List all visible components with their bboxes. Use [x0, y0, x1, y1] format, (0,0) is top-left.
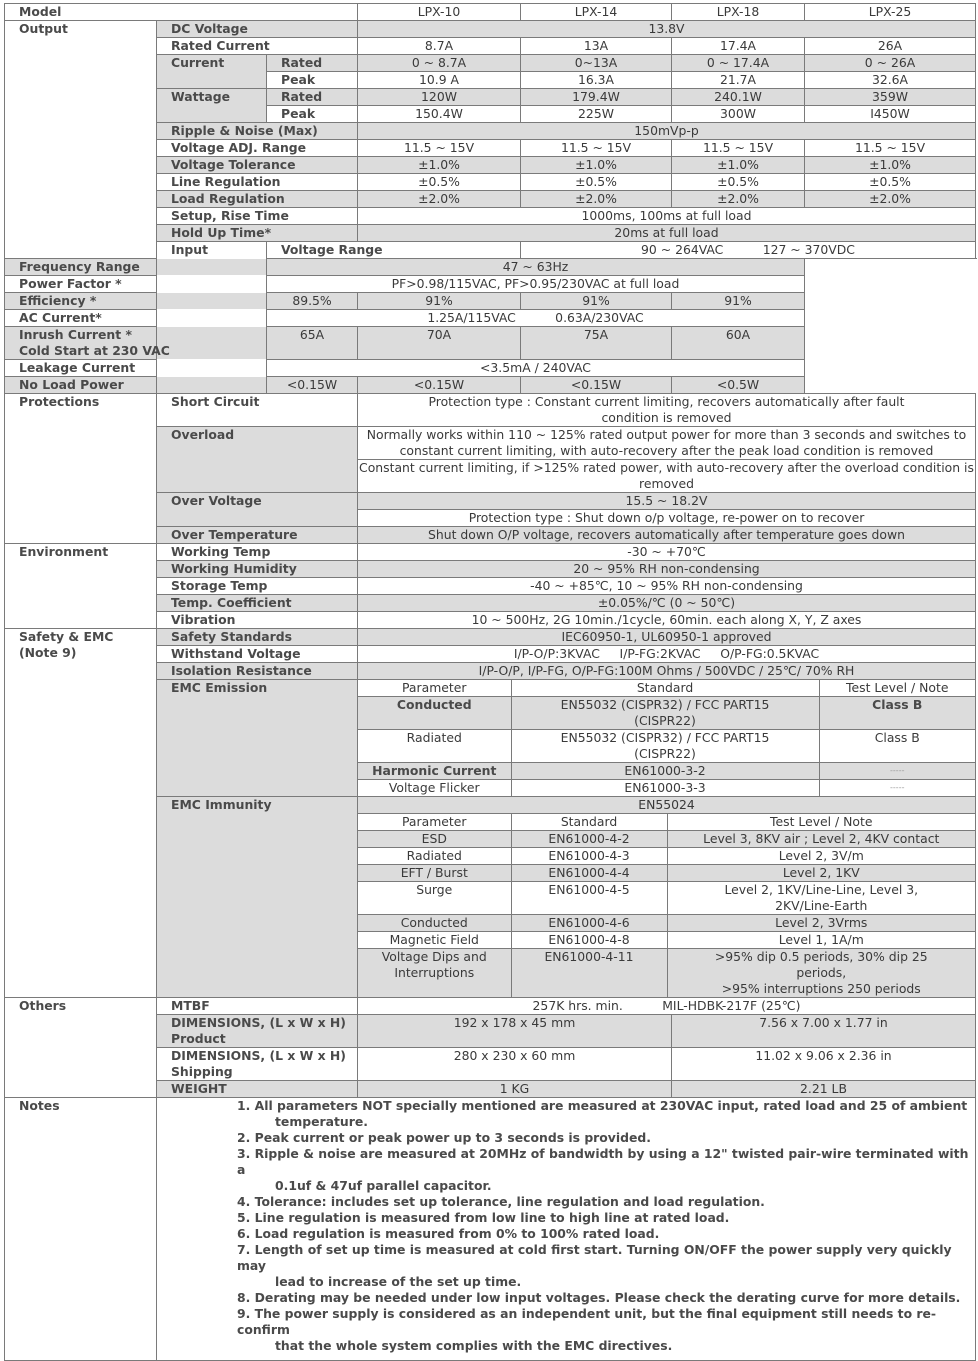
param-label: Ripple & Noise (Max): [157, 123, 358, 140]
short-circuit-row: [5, 394, 976, 427]
model-lpx-10: LPX-10: [358, 4, 521, 21]
immunity-parameter: Conducted: [358, 915, 511, 932]
model-lpx-14: LPX-14: [521, 4, 672, 21]
value-cell: ±1.0%: [521, 157, 672, 174]
immunity-row: [358, 949, 975, 998]
note-item: [237, 1194, 975, 1210]
emission-note: -----: [819, 763, 975, 780]
column-header: Parameter: [358, 814, 511, 831]
value-cell: 300W: [672, 106, 805, 123]
value-cell: 150.4W: [358, 106, 521, 123]
param-label: [157, 1015, 358, 1048]
param-label: Current: [157, 55, 267, 89]
immunity-standard-cell: EN61000-4-5: [511, 882, 667, 915]
param-label: Safety Standards: [157, 629, 358, 646]
value-cell: 0 ~ 8.7A: [358, 55, 521, 72]
emc-immunity-table: [358, 797, 975, 997]
immunity-parameter: Magnetic Field: [358, 932, 511, 949]
column-header: Parameter: [358, 680, 511, 697]
model-label: Model: [5, 4, 358, 21]
param-label: Rated Current: [157, 38, 358, 55]
param-label: Line Regulation: [157, 174, 358, 191]
param-value: I/P-O/P, I/P-FG, O/P-FG:100M Ohms / 500VDC / 25℃/ 70% RH: [358, 663, 976, 680]
param-label: Leakage Current: [5, 360, 267, 377]
emission-note: Class B: [819, 697, 975, 730]
param-value: 47 ~ 63Hz: [267, 259, 805, 276]
emission-note: -----: [819, 780, 975, 797]
value-cell: ±0.5%: [358, 174, 521, 191]
emission-standard: EN55032 (CISPR32) / FCC PART15 (CISPR22): [511, 697, 819, 730]
emission-standard: EN55032 (CISPR32) / FCC PART15 (CISPR22): [511, 730, 819, 763]
param-label: Isolation Resistance: [157, 663, 358, 680]
emc-emission-table-cell: [358, 680, 976, 797]
immunity-parameter: Voltage Dips and Interruptions: [358, 949, 511, 998]
notes-row: [5, 1098, 976, 1361]
model-lpx-25: LPX-25: [805, 4, 976, 21]
model-row: [5, 4, 976, 21]
dim-label: DIMENSIONS, (L x W x H): [171, 1048, 346, 1063]
immunity-row: [358, 882, 975, 915]
column-header: Test Level / Note: [667, 814, 975, 831]
category-environment: Environment: [5, 544, 157, 629]
emission-standard: EN61000-3-2: [511, 763, 819, 780]
param-label: Hold Up Time*: [157, 225, 358, 242]
immunity-note: Level 2, 3Vrms: [667, 915, 975, 932]
emc-emission-table: [358, 680, 975, 796]
param-value: PF>0.98/115VAC, PF>0.95/230VAC at full load: [267, 276, 805, 293]
value-cell: 60A: [672, 327, 805, 360]
dim-metric: 192 x 178 x 45 mm: [358, 1015, 672, 1048]
ac-current-row: [5, 310, 976, 327]
note-text: 5. Line regulation is measured from low line to high line at rated load.: [237, 1210, 730, 1225]
param-label: Working Temp: [157, 544, 358, 561]
param-label: WEIGHT: [157, 1081, 358, 1098]
category-safety-emc: [5, 629, 157, 998]
dim-imperial: 11.02 x 9.06 x 2.36 in: [672, 1048, 976, 1081]
value-cell: 91%: [521, 293, 672, 310]
emc-immunity-table-cell: [358, 797, 976, 998]
note-item: [237, 1306, 975, 1354]
param-label: EMC Emission: [157, 680, 358, 797]
note-text: 7. Length of set up time is measured at cold first start. Turning ON/OFF the power supply very quickly may: [237, 1242, 952, 1273]
value-cell: 8.7A: [358, 38, 521, 55]
column-header: Standard: [511, 814, 667, 831]
value-cell: <0.5W: [672, 377, 805, 394]
param-value: <3.5mA / 240VAC: [267, 360, 805, 377]
param-label: MTBF: [157, 998, 358, 1015]
category-others: Others: [5, 998, 157, 1098]
param-value: 10 ~ 500Hz, 2G 10min./1cycle, 60min. each along X, Y, Z axes: [358, 612, 976, 629]
value-cell: 75A: [521, 327, 672, 360]
emission-row: [358, 763, 975, 780]
param-value: 20 ~ 95% RH non-condensing: [358, 561, 976, 578]
value-cell: ±2.0%: [358, 191, 521, 208]
value-cell: I450W: [805, 106, 976, 123]
param-label: Over Voltage: [157, 493, 358, 527]
immunity-note: Level 1, 1A/m: [667, 932, 975, 949]
param-label: Storage Temp: [157, 578, 358, 595]
param-value: IEC60950-1, UL60950-1 approved: [358, 629, 976, 646]
emission-parameter: Voltage Flicker: [358, 780, 511, 797]
immunity-row: [358, 831, 975, 848]
value-cell: <0.15W: [267, 377, 358, 394]
param-label: Temp. Coefficient: [157, 595, 358, 612]
value-cell: 225W: [521, 106, 672, 123]
note-text: 9. The power supply is considered as an independent unit, but the final equipment still needs to re-confirm: [237, 1306, 937, 1337]
inrush-label: Inrush Current *: [19, 327, 132, 342]
value-cell: 11.5 ~ 15V: [358, 140, 521, 157]
immunity-note: Level 2, 1KV/Line-Line, Level 3, 2KV/Line-Earth: [667, 882, 975, 915]
param-label: Voltage Range: [267, 242, 521, 259]
immunity-parameter: EFT / Burst: [358, 865, 511, 882]
immunity-note-line-2: >95% interruptions 250 periods: [721, 981, 921, 996]
immunity-row: [358, 848, 975, 865]
value-cell: ±1.0%: [805, 157, 976, 174]
immunity-standard: EN55024: [358, 797, 975, 814]
spec-table: [4, 3, 976, 1361]
dc-voltage-row: [5, 21, 976, 38]
power-factor-row: [5, 276, 976, 293]
inrush-current-row: [5, 327, 976, 360]
note-text: 4. Tolerance: includes set up tolerance, line regulation and load regulation.: [237, 1194, 765, 1209]
notes-list: [157, 1098, 976, 1361]
immunity-standard-cell: EN61000-4-11: [511, 949, 667, 998]
value-cell: 0 ~ 26A: [805, 55, 976, 72]
dim-metric: 280 x 230 x 60 mm: [358, 1048, 672, 1081]
note-item: [237, 1210, 975, 1226]
param-label: Voltage Tolerance: [157, 157, 358, 174]
param-label: Wattage: [157, 89, 267, 123]
dim-label: DIMENSIONS, (L x W x H): [171, 1015, 346, 1030]
param-value: 20ms at full load: [358, 225, 976, 242]
value-cell: 11.5 ~ 15V: [672, 140, 805, 157]
weight-imperial: 2.21 LB: [672, 1081, 976, 1098]
immunity-standard-cell: EN61000-4-2: [511, 831, 667, 848]
note-text: 8. Derating may be needed under low input voltages. Please check the derating curve for more details.: [237, 1290, 961, 1305]
column-header: Standard: [511, 680, 819, 697]
emission-row: [358, 697, 975, 730]
emission-row: [358, 780, 975, 797]
emission-parameter: Conducted: [358, 697, 511, 730]
category-input: Input: [157, 242, 267, 394]
immunity-standard-cell: EN61000-4-3: [511, 848, 667, 865]
value-cell: ±0.5%: [521, 174, 672, 191]
emission-parameter: Radiated: [358, 730, 511, 763]
emission-row: [358, 730, 975, 763]
param-label: Withstand Voltage: [157, 646, 358, 663]
param-label: Over Temperature: [157, 527, 358, 544]
param-value: 150mVp-p: [358, 123, 976, 140]
param-value: Protection type : Shut down o/p voltage, re-power on to recover: [358, 510, 976, 527]
note-continuation: lead to increase of the set up time.: [275, 1274, 522, 1289]
inrush-label-2: Cold Start at 230 VAC: [19, 343, 170, 358]
param-value: -30 ~ +70℃: [358, 544, 976, 561]
value-cell: 21.7A: [672, 72, 805, 89]
param-label: DC Voltage: [157, 21, 358, 38]
note-text: 6. Load regulation is measured from 0% to 100% rated load.: [237, 1226, 660, 1241]
note-continuation: 0.1uf & 47uf parallel capacitor.: [275, 1178, 492, 1193]
value-cell: 91%: [672, 293, 805, 310]
value-cell: ±1.0%: [672, 157, 805, 174]
mtbf-row: [5, 998, 976, 1015]
category-output: Output: [5, 21, 157, 259]
value-cell: 91%: [358, 293, 521, 310]
value-cell: 70A: [358, 327, 521, 360]
column-header: Test Level / Note: [819, 680, 975, 697]
emission-note: Class B: [819, 730, 975, 763]
note-item: [237, 1146, 975, 1194]
param-label: Working Humidity: [157, 561, 358, 578]
param-label: Load Regulation: [157, 191, 358, 208]
immunity-row: [358, 932, 975, 949]
note-continuation: that the whole system complies with the EMC directives.: [275, 1338, 673, 1353]
dim-label-2: Shipping: [171, 1064, 233, 1079]
param-label: AC Current*: [5, 310, 267, 327]
value-cell: 89.5%: [267, 293, 358, 310]
immunity-row: [358, 915, 975, 932]
safety-standards-row: [5, 629, 976, 646]
value-cell: ±1.0%: [358, 157, 521, 174]
param-value: 15.5 ~ 18.2V: [358, 493, 976, 510]
note-item: [237, 1226, 975, 1242]
value-cell: 11.5 ~ 15V: [521, 140, 672, 157]
param-value: Shut down O/P voltage, recovers automatically after temperature goes down: [358, 527, 976, 544]
working-temp-row: [5, 544, 976, 561]
immunity-parameter: ESD: [358, 831, 511, 848]
immunity-note: Level 2, 1KV: [667, 865, 975, 882]
category-notes: Notes: [5, 1098, 157, 1361]
immunity-note: Level 2, 3V/m: [667, 848, 975, 865]
value-cell: 11.5 ~ 15V: [805, 140, 976, 157]
dim-label-2: Product: [171, 1031, 226, 1046]
value-cell: 17.4A: [672, 38, 805, 55]
param-value: Protection type : Constant current limiting, recovers automatically after fault condition is removed: [358, 394, 976, 427]
immunity-standard-cell: EN61000-4-6: [511, 915, 667, 932]
value-cell: 120W: [358, 89, 521, 106]
immunity-row: [358, 865, 975, 882]
value-cell: 26A: [805, 38, 976, 55]
param-value: Constant current limiting, if >125% rated power, with auto-recovery after the overload condition is removed: [359, 460, 974, 491]
param-value: -40 ~ +85℃, 10 ~ 95% RH non-condensing: [358, 578, 976, 595]
value-cell: ±2.0%: [805, 191, 976, 208]
weight-metric: 1 KG: [358, 1081, 672, 1098]
immunity-note-line-1: >95% dip 0.5 periods, 30% dip 25 periods,: [714, 949, 928, 980]
immunity-note: Level 3, 8KV air ; Level 2, 4KV contact: [667, 831, 975, 848]
value-cell: 359W: [805, 89, 976, 106]
param-value: 257K hrs. min. MIL-HDBK-217F (25℃): [358, 998, 976, 1015]
dim-imperial: 7.56 x 7.00 x 1.77 in: [672, 1015, 976, 1048]
category-protections: Protections: [5, 394, 157, 544]
immunity-standard-cell: EN61000-4-4: [511, 865, 667, 882]
note-text: 2. Peak current or peak power up to 3 seconds is provided.: [237, 1130, 651, 1145]
value-cell: 179.4W: [521, 89, 672, 106]
param-label: Efficiency *: [5, 293, 267, 310]
param-label: Overload: [157, 427, 358, 493]
note-text: 1. All parameters NOT specially mentioned are measured at 230VAC input, rated load and 25 of ambient: [237, 1098, 968, 1113]
immunity-note: [667, 949, 975, 998]
param-label: Frequency Range: [5, 259, 267, 276]
param-label: [157, 1048, 358, 1081]
immunity-standard-row: [358, 797, 975, 814]
value-cell: <0.15W: [521, 377, 672, 394]
param-label: Short Circuit: [157, 394, 358, 427]
leakage-current-row: [5, 360, 976, 377]
param-value: Normally works within 110 ~ 125% rated output power for more than 3 seconds and switches to constant current limiting, with auto-recovery after the peak load condition is removed: [358, 427, 976, 460]
emission-header-row: [358, 680, 975, 697]
immunity-parameter: Surge: [358, 882, 511, 915]
value-cell: 0 ~ 17.4A: [672, 55, 805, 72]
note-item: [237, 1098, 975, 1130]
category-safety-label: Safety & EMC: [19, 629, 114, 644]
subparam-label: Peak: [267, 106, 358, 123]
value-cell: ±0.5%: [805, 174, 976, 191]
value-cell: 0~13A: [521, 55, 672, 72]
emission-standard: EN61000-3-3: [511, 780, 819, 797]
value-cell: ±2.0%: [672, 191, 805, 208]
param-label: Setup, Rise Time: [157, 208, 358, 225]
param-label: Voltage ADJ. Range: [157, 140, 358, 157]
param-value: 90 ~ 264VAC 127 ~ 370VDC: [521, 242, 976, 259]
param-label: Power Factor *: [5, 276, 267, 293]
category-safety-note: (Note 9): [19, 645, 77, 660]
frequency-range-row: [5, 259, 976, 276]
emission-parameter: Harmonic Current: [358, 763, 511, 780]
note-item: [237, 1290, 975, 1306]
note-text: 3. Ripple & noise are measured at 20MHz of bandwidth by using a 12" twisted pair-wire terminated with a: [237, 1146, 969, 1177]
no-load-power-row: [5, 377, 976, 394]
param-label: Vibration: [157, 612, 358, 629]
value-cell: 240.1W: [672, 89, 805, 106]
model-lpx-18: LPX-18: [672, 4, 805, 21]
subparam-label: Rated: [267, 89, 358, 106]
value-cell: 32.6A: [805, 72, 976, 89]
immunity-header-row: [358, 814, 975, 831]
param-value: 1000ms, 100ms at full load: [358, 208, 976, 225]
immunity-standard-cell: EN61000-4-8: [511, 932, 667, 949]
note-continuation: temperature.: [275, 1114, 368, 1129]
param-label: [5, 327, 267, 360]
value-cell: ±2.0%: [521, 191, 672, 208]
value-cell: <0.15W: [358, 377, 521, 394]
note-item: [237, 1242, 975, 1290]
param-value: ±0.05%/℃ (0 ~ 50℃): [358, 595, 976, 612]
subparam-label: Rated: [267, 55, 358, 72]
subparam-label: Peak: [267, 72, 358, 89]
param-value: I/P-O/P:3KVAC I/P-FG:2KVAC O/P-FG:0.5KVAC: [358, 646, 976, 663]
immunity-parameter: Radiated: [358, 848, 511, 865]
value-cell: 10.9 A: [358, 72, 521, 89]
param-label: EMC Immunity: [157, 797, 358, 998]
efficiency-row: [5, 293, 976, 310]
param-value: 13.8V: [358, 21, 976, 38]
value-cell: 65A: [267, 327, 358, 360]
note-item: [237, 1130, 975, 1146]
value-cell: 16.3A: [521, 72, 672, 89]
value-cell: 13A: [521, 38, 672, 55]
param-label: No Load Power: [5, 377, 267, 394]
value-cell: ±0.5%: [672, 174, 805, 191]
param-value: 1.25A/115VAC 0.63A/230VAC: [267, 310, 805, 327]
